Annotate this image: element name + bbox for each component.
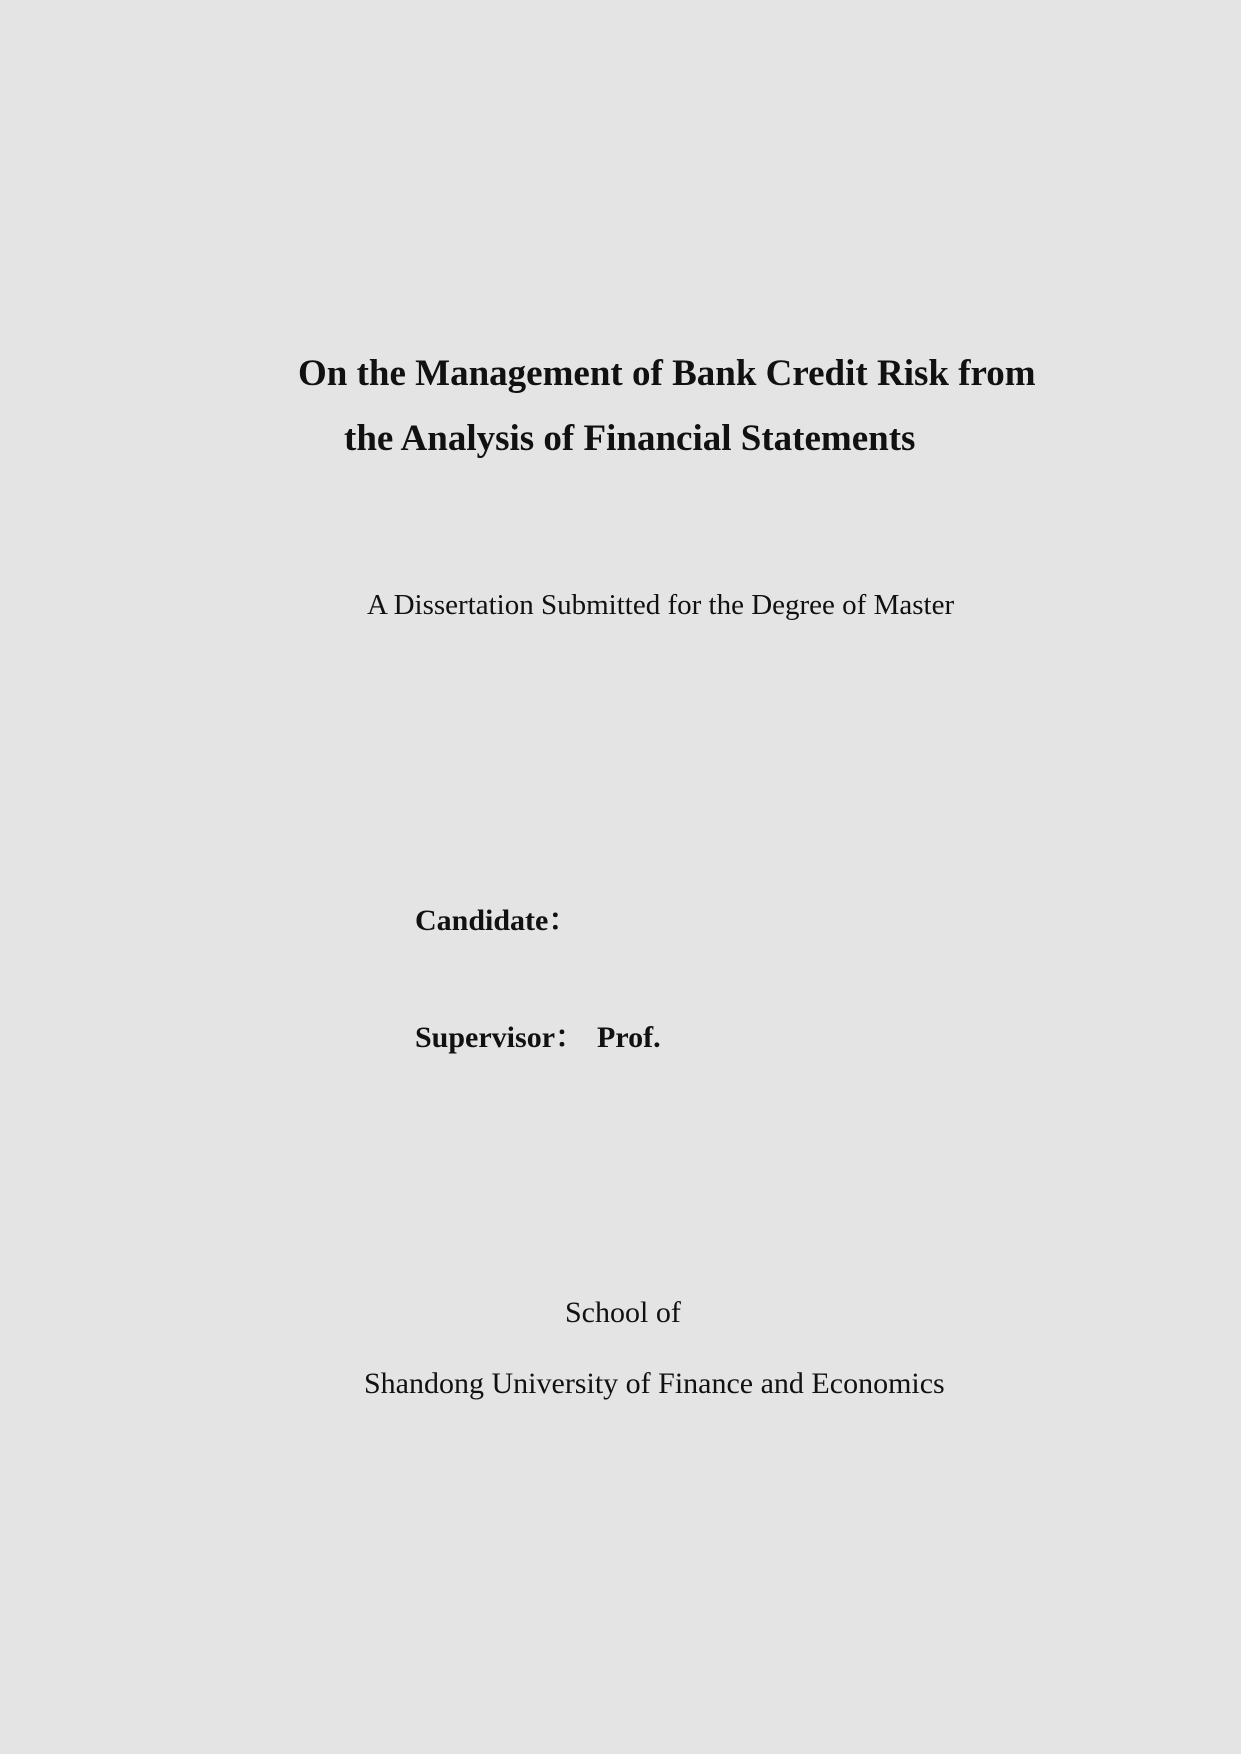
supervisor-field xyxy=(415,1012,661,1056)
supervisor-value: Prof. xyxy=(597,1021,661,1054)
supervisor-label: Supervisor： xyxy=(415,1021,586,1054)
thesis-title-line-2: the Analysis of Financial Statements xyxy=(344,418,916,459)
school-line: School of xyxy=(565,1296,681,1329)
thesis-title-line-1: On the Management of Bank Credit Risk from xyxy=(298,353,1036,394)
candidate-field xyxy=(415,895,578,939)
university-line: Shandong University of Finance and Economics xyxy=(364,1367,945,1400)
degree-statement: A Dissertation Submitted for the Degree of Master xyxy=(367,589,955,621)
candidate-label: Candidate： xyxy=(415,904,579,937)
